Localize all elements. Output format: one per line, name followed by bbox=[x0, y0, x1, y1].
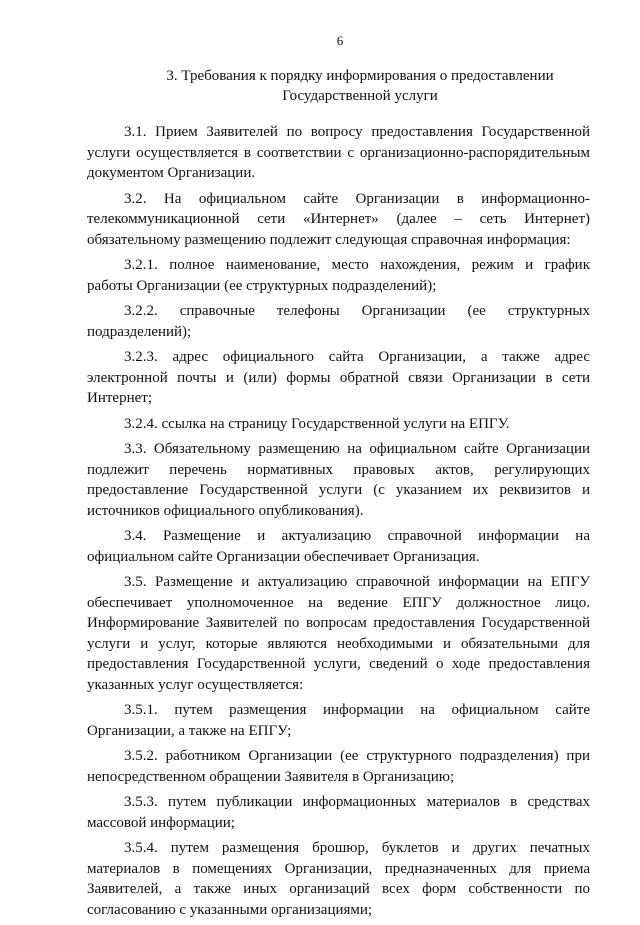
paragraph-line: согласованию с указанными организациями; bbox=[87, 901, 373, 918]
paragraph-line: документом Организации. bbox=[87, 165, 256, 181]
paragraph-line: телекоммуникационной сети «Интернет» (далее – сеть Интернет) bbox=[87, 211, 590, 227]
paragraph-line: услуги и услуг, которые являются необходимыми и обязательными для bbox=[87, 635, 590, 652]
section-heading-line-2: Государственной услуги bbox=[282, 88, 438, 104]
paragraph-line: материалов в помещениях Организации, предназначенных для приема bbox=[87, 860, 590, 877]
paragraph bbox=[87, 792, 590, 833]
paragraph-line: предоставления Государственной услуги, сведений о ходе предоставления bbox=[87, 656, 590, 672]
paragraph-line: 3.2.4. ссылка на страницу Государственной услуги на ЕПГУ. bbox=[124, 415, 510, 432]
paragraph-line: предоставление Государственной услуги (с указанием их реквизитов и bbox=[87, 482, 590, 498]
paragraph bbox=[87, 838, 590, 920]
paragraph bbox=[87, 700, 590, 741]
paragraph bbox=[87, 414, 590, 435]
page-number: 6 bbox=[336, 33, 344, 48]
paragraph-line: Интернет; bbox=[87, 390, 152, 406]
paragraph-line: 3.5.1. путем размещения информации на официальном сайте bbox=[124, 702, 590, 718]
paragraph-line: 3.3. Обязательному размещению на официальном сайте Организации bbox=[124, 441, 590, 457]
paragraph-line: 3.2. На официальном сайте Организации в информационно- bbox=[124, 190, 590, 207]
paragraph-line: 3.4. Размещение и актуализацию справочной информации на bbox=[124, 528, 590, 544]
paragraph-line: подразделений); bbox=[87, 323, 192, 340]
paragraph-line: 3.5.4. путем размещения брошюр, буклетов и других печатных bbox=[124, 840, 590, 856]
paragraph-line: электронной почты и (или) формы обратной связи Организации в сети bbox=[87, 369, 590, 386]
paragraph-line: источников официального опубликования). bbox=[87, 502, 364, 519]
paragraph-line: обязательному размещению подлежит следующая справочная информация: bbox=[87, 231, 571, 248]
paragraph bbox=[87, 301, 590, 342]
paragraph-line: Информирование Заявителей по вопросам предоставления Государственной bbox=[87, 615, 590, 631]
paragraph bbox=[87, 439, 590, 521]
paragraph-line: работы Организации (ее структурных подразделений); bbox=[87, 277, 437, 294]
paragraph-line: Заявителей, а также иных организаций всех форм собственности по bbox=[87, 881, 590, 897]
paragraph bbox=[87, 189, 590, 251]
paragraph-line: 3.1. Прием Заявителей по вопросу предоставления Государственной bbox=[124, 124, 590, 140]
paragraph-line: 3.5.3. путем публикации информационных материалов в средствах bbox=[124, 794, 590, 810]
paragraph-line: непосредственном обращении Заявителя в Организацию; bbox=[87, 768, 455, 785]
paragraph bbox=[87, 746, 590, 787]
paragraph bbox=[87, 255, 590, 296]
paragraph bbox=[87, 347, 590, 409]
paragraph-line: подлежит перечень нормативных правовых актов, регулирующих bbox=[87, 461, 590, 478]
paragraph-line: 3.5.2. работником Организации (ее структурного подразделения) при bbox=[124, 748, 590, 764]
paragraph bbox=[87, 526, 590, 567]
paragraph-line: официальном сайте Организации обеспечивает Организация. bbox=[87, 548, 480, 565]
paragraph-line: 3.5. Размещение и актуализацию справочной информации на ЕПГУ bbox=[124, 574, 590, 590]
section-heading bbox=[120, 66, 600, 106]
paragraph bbox=[87, 122, 590, 184]
paragraph-line: 3.2.1. полное наименование, место нахождения, режим и график bbox=[124, 257, 590, 273]
paragraph-line: Организации, а также на ЕПГУ; bbox=[87, 722, 292, 739]
paragraph-line: 3.2.3. адрес официального сайта Организации, а также адрес bbox=[124, 349, 590, 365]
paragraph bbox=[87, 572, 590, 695]
paragraph-line: 3.2.2. справочные телефоны Организации (ее структурных bbox=[124, 303, 590, 319]
section-heading-line-1: 3. Требования к порядку информирования о предоставлении bbox=[166, 68, 554, 84]
paragraph-line: обеспечивает уполномоченное на ведение ЕПГУ должностное лицо. bbox=[87, 594, 590, 611]
paragraph-line: массовой информации; bbox=[87, 814, 235, 831]
paragraph-line: услуги осуществляется в соответствии с организационно-распорядительным bbox=[87, 144, 590, 161]
section-body bbox=[87, 122, 590, 925]
paragraph-line: указанных услуг осуществляется: bbox=[87, 676, 304, 693]
